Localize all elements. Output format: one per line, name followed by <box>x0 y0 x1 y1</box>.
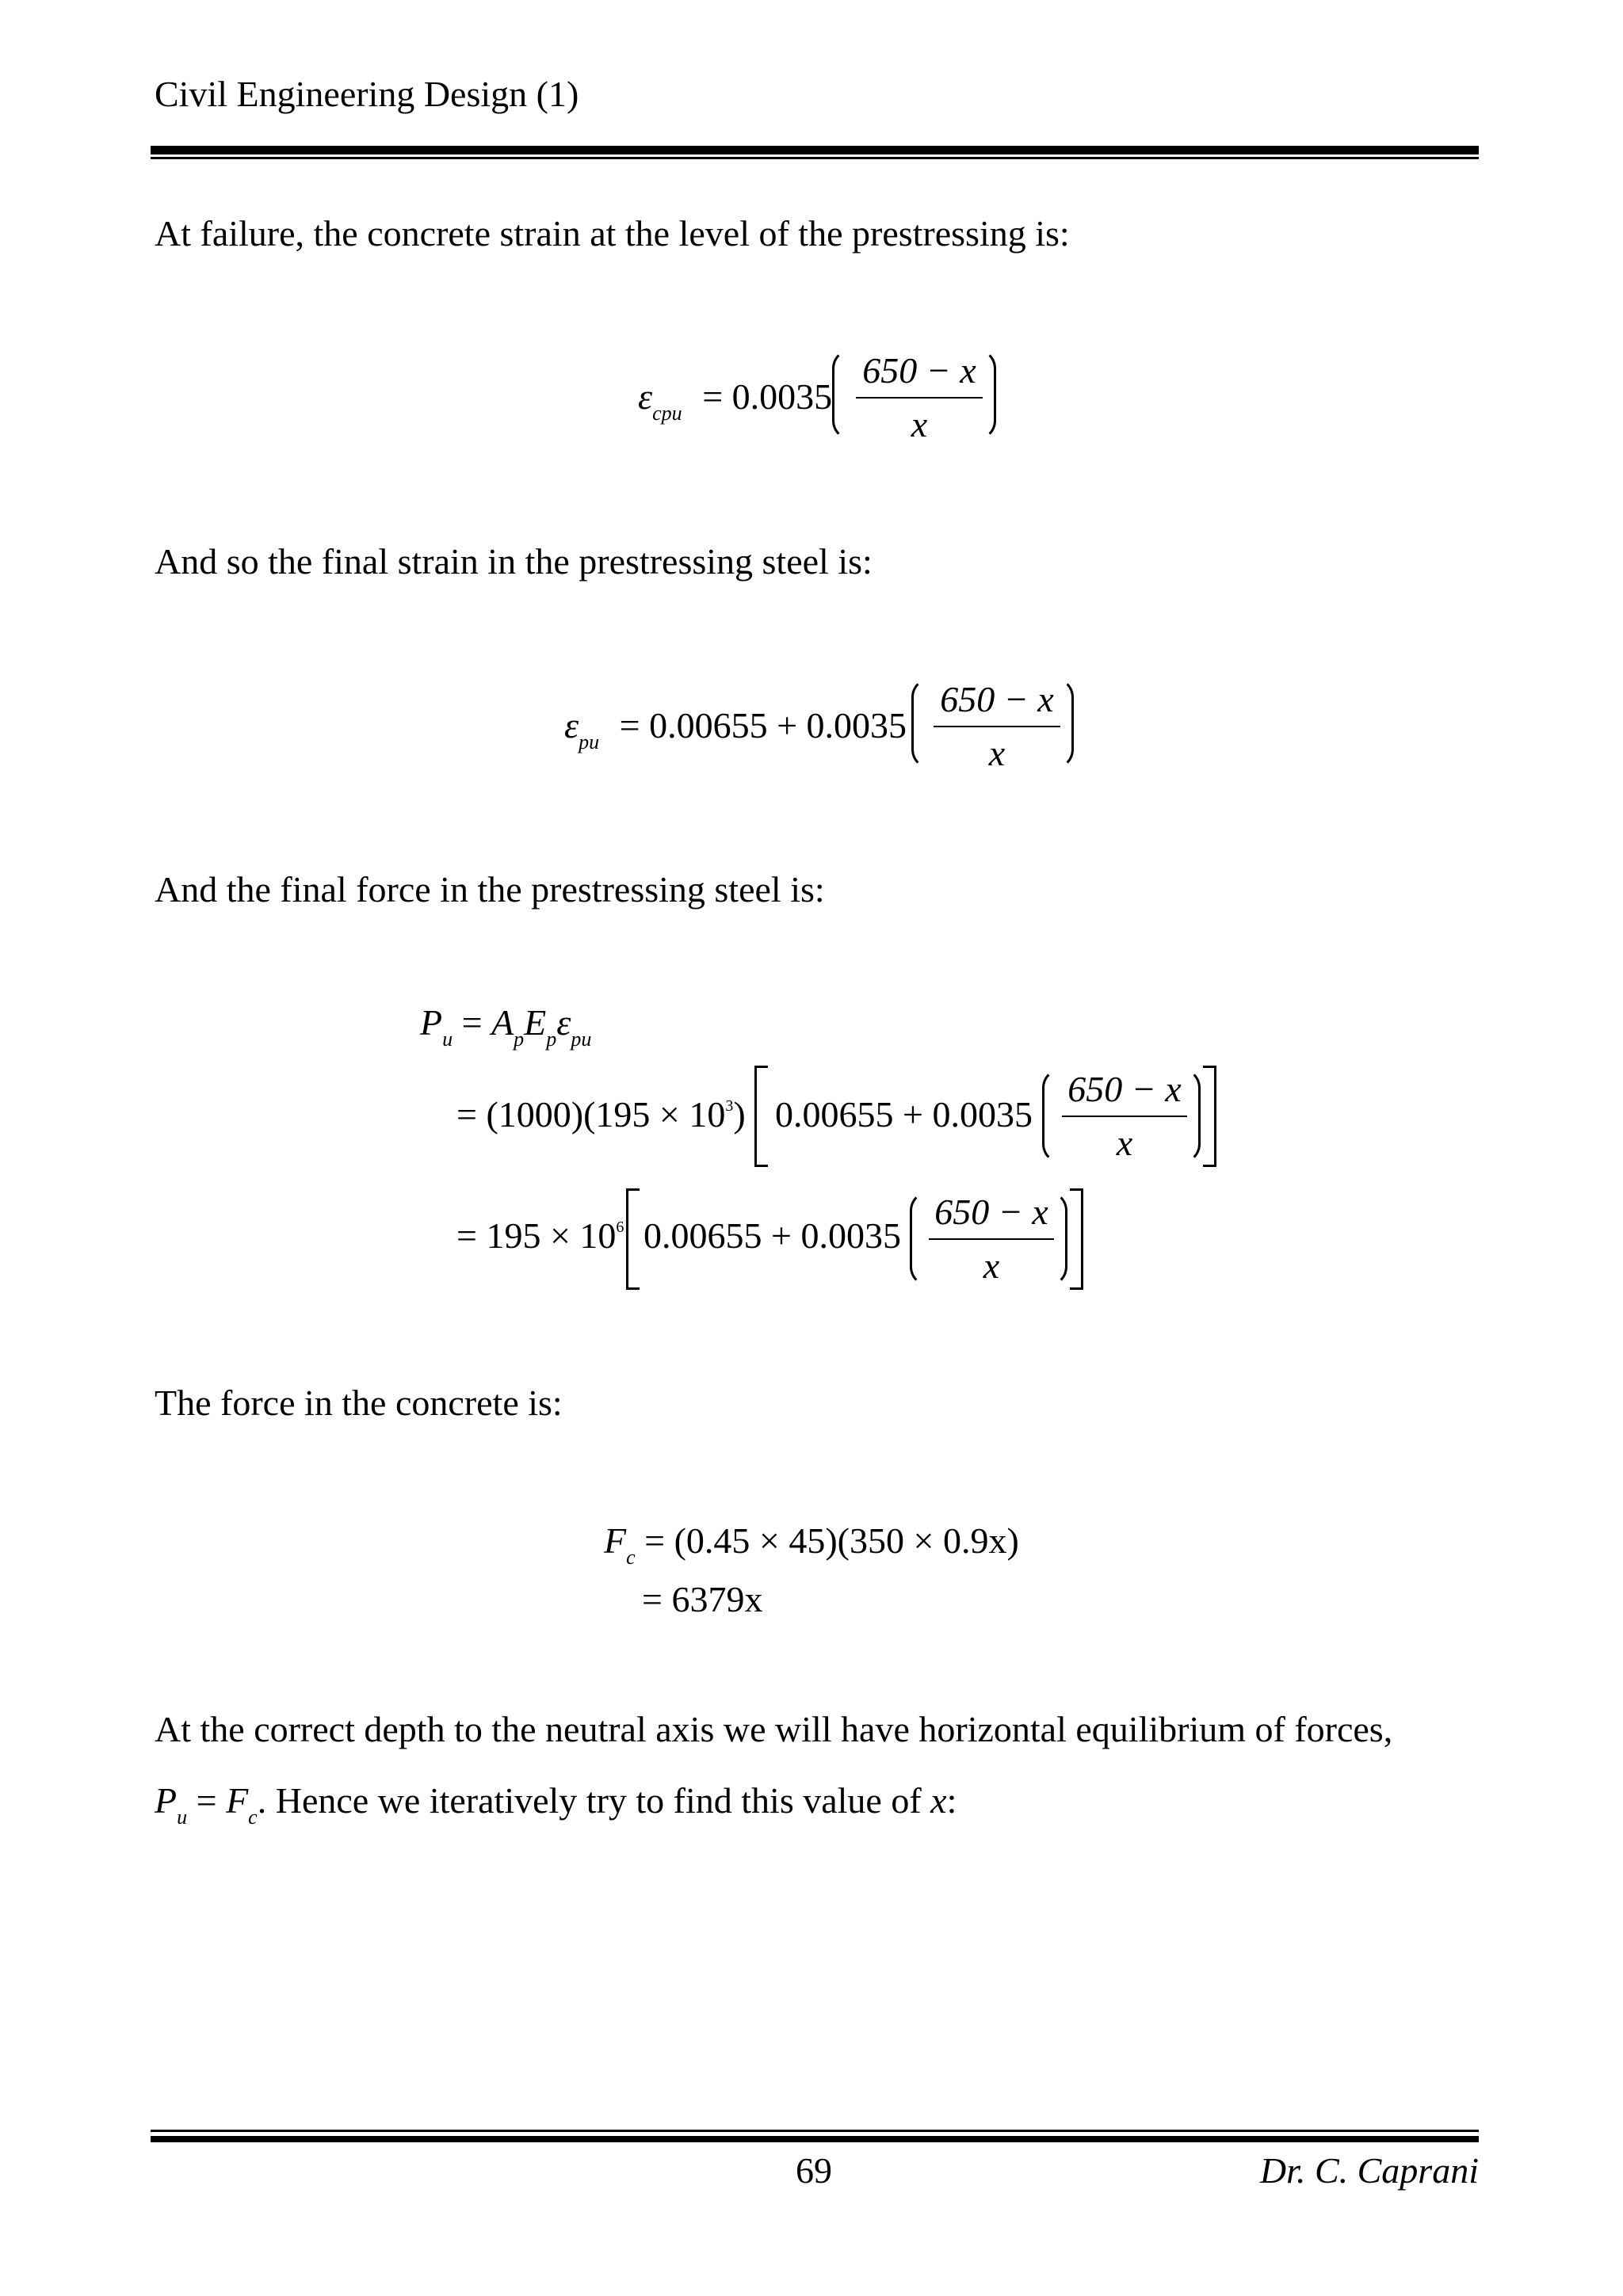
eq3-line3-exponent: 6 <box>616 1219 624 1236</box>
equilibrium-line2-text: . Hence we iteratively try to find this value of <box>257 1780 931 1821</box>
eq3-line3-denominator: x <box>983 1245 1000 1286</box>
eq1-right-paren <box>976 349 996 441</box>
paragraph-equilibrium-line1: At the correct depth to the neutral axis we will have horizontal equilibrium of forces, <box>155 1709 1393 1749</box>
eq2-right-paren <box>1054 677 1074 769</box>
eq4-F-symbol: F <box>604 1520 627 1561</box>
eq2-denominator: x <box>988 733 1006 773</box>
eq2-left-paren <box>911 677 931 769</box>
footer-author: Dr. C. Caprani <box>1259 2150 1479 2191</box>
equation-steel-strain <box>564 705 907 753</box>
header-rule-thick <box>151 146 1479 154</box>
eq1-lhs-symbol: ε <box>638 376 653 417</box>
paragraph-concrete-force-intro: The force in the concrete is: <box>155 1383 563 1423</box>
eq3-line2-left-bracket <box>754 1066 768 1167</box>
eq3-eps-symbol: ε <box>556 1002 571 1043</box>
header-rule-thin <box>151 157 1479 159</box>
eq3-P-symbol: P <box>420 1002 443 1043</box>
eq1-fraction-bar <box>856 397 983 399</box>
eq3-E-symbol: E <box>524 1002 547 1043</box>
inline-F-subscript: c <box>248 1806 258 1829</box>
eq1-left-paren <box>832 349 852 441</box>
eq3-equals: = <box>453 1002 492 1043</box>
footer-rule-thin <box>151 2130 1479 2132</box>
eq3-P-subscript: u <box>442 1028 453 1051</box>
equation-steel-force-line3 <box>456 1215 624 1256</box>
eq3-A-subscript: p <box>514 1028 525 1051</box>
eq1-denominator: x <box>911 404 928 444</box>
eq4-line1-rhs: = (0.45 × 45)(350 × 0.9x) <box>635 1520 1019 1561</box>
footer-rule-thick <box>151 2136 1479 2142</box>
equation-concrete-force-line1 <box>604 1520 1019 1569</box>
eq2-fraction <box>934 681 1060 772</box>
eq3-line2-inner: 0.00655 + 0.0035 <box>775 1094 1033 1135</box>
eq3-line3-right-bracket <box>1070 1188 1083 1290</box>
eq3-line2-close-paren: ) <box>733 1094 746 1135</box>
equilibrium-line2-variable: x <box>930 1780 947 1821</box>
paragraph-equilibrium-line2 <box>155 1780 957 1829</box>
eq3-line2-right-paren <box>1181 1068 1201 1164</box>
eq2-lhs-subscript: pu <box>579 730 600 753</box>
eq3-line2-left-paren <box>1042 1068 1062 1164</box>
eq2-lhs-symbol: ε <box>564 705 579 746</box>
eq3-line2-right-bracket <box>1203 1066 1216 1167</box>
eq1-lhs-subscript: cpu <box>652 402 682 425</box>
equation-steel-force-line1 <box>420 1002 592 1051</box>
eq3-line3-inner: 0.00655 + 0.0035 <box>643 1215 901 1256</box>
eq3-line3-fraction <box>929 1194 1054 1284</box>
eq2-fraction-bar <box>934 726 1060 727</box>
paragraph-steel-strain-intro: And so the final strain in the prestressing steel is: <box>155 541 873 582</box>
eq4-F-subscript: c <box>626 1546 636 1569</box>
equation-concrete-force-line2: = 6379x <box>642 1579 763 1619</box>
paragraph-steel-force-intro: And the final force in the prestressing steel is: <box>155 869 825 910</box>
inline-equals: = <box>187 1780 227 1821</box>
eq3-line2-fraction-bar <box>1062 1116 1187 1117</box>
eq1-fraction <box>856 350 983 444</box>
eq3-line3-lead: = 195 × 10 <box>456 1215 617 1256</box>
inline-F-symbol: F <box>226 1780 249 1821</box>
equilibrium-line2-colon: : <box>946 1780 957 1821</box>
eq3-line2-denominator: x <box>1116 1123 1133 1163</box>
eq3-line3-fraction-bar <box>929 1238 1054 1240</box>
equation-steel-force-line2 <box>456 1094 746 1135</box>
eq3-A-symbol: A <box>491 1002 514 1043</box>
eq1-coefficient: = 0.0035 <box>702 376 833 417</box>
eq3-line2-lead: = (1000)(195 × 10 <box>456 1094 726 1135</box>
eq3-line3-right-paren <box>1048 1191 1067 1287</box>
eq1-numerator: 650 − x <box>862 350 976 391</box>
inline-P-symbol: P <box>155 1780 178 1821</box>
eq3-line2-fraction <box>1062 1071 1187 1161</box>
eq2-coefficient: = 0.00655 + 0.0035 <box>619 705 907 746</box>
equation-concrete-strain <box>638 376 833 425</box>
eq3-eps-subscript: pu <box>571 1028 592 1051</box>
inline-P-subscript: u <box>177 1806 188 1829</box>
eq3-line3-numerator: 650 − x <box>934 1192 1048 1232</box>
eq3-line2-numerator: 650 − x <box>1067 1069 1182 1109</box>
eq2-numerator: 650 − x <box>940 679 1054 719</box>
eq3-line3-left-paren <box>910 1191 930 1287</box>
eq3-line2-exponent: 3 <box>725 1097 734 1115</box>
eq3-E-subscript: p <box>546 1028 557 1051</box>
page-number: 69 <box>796 2150 832 2191</box>
paragraph-concrete-strain-intro: At failure, the concrete strain at the level of the prestressing is: <box>155 213 1070 254</box>
eq3-line3-left-bracket <box>626 1188 640 1290</box>
running-header-title: Civil Engineering Design (1) <box>155 74 579 114</box>
